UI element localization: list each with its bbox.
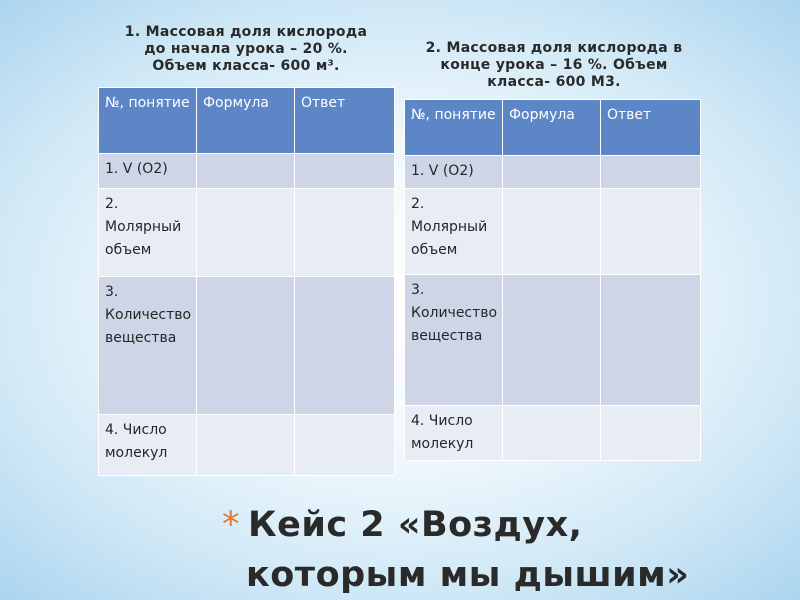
answer-cell[interactable] bbox=[295, 415, 395, 476]
answer-cell[interactable] bbox=[295, 277, 395, 415]
formula-cell[interactable] bbox=[503, 189, 601, 275]
table-row bbox=[405, 156, 701, 189]
answer-cell[interactable] bbox=[601, 275, 701, 406]
formula-cell[interactable] bbox=[197, 415, 295, 476]
row-concept: 4. Число молекул bbox=[405, 406, 503, 461]
table-row bbox=[99, 154, 395, 189]
row-concept: 1. V (O2) bbox=[99, 154, 197, 189]
task2-heading-line: 2. Массовая доля кислорода в bbox=[425, 40, 683, 56]
slide-title-line: Кейс 2 «Воздух, bbox=[248, 505, 583, 545]
table-row bbox=[405, 275, 701, 406]
row-concept: 1. V (O2) bbox=[405, 156, 503, 189]
answer-cell[interactable] bbox=[601, 156, 701, 189]
row-concept: 3. Количество вещества bbox=[99, 277, 197, 415]
task1-heading-line: Объем класса- 600 м³. bbox=[152, 58, 340, 74]
formula-cell[interactable] bbox=[503, 275, 601, 406]
table-header-row bbox=[99, 88, 395, 154]
table-header-row bbox=[405, 100, 701, 156]
formula-cell[interactable] bbox=[197, 154, 295, 189]
formula-cell[interactable] bbox=[503, 156, 601, 189]
table-row bbox=[99, 415, 395, 476]
table-row bbox=[405, 189, 701, 275]
row-concept: 2. Молярный объем bbox=[405, 189, 503, 275]
header-formula: Формула bbox=[197, 88, 295, 154]
formula-cell[interactable] bbox=[197, 277, 295, 415]
answer-cell[interactable] bbox=[295, 154, 395, 189]
task1-heading bbox=[96, 24, 396, 75]
slide-title-line: которым мы дышим» bbox=[246, 555, 690, 595]
task1-heading-line: 1. Массовая доля кислорода bbox=[124, 24, 368, 40]
header-concept: №, понятие bbox=[99, 88, 197, 154]
header-formula: Формула bbox=[503, 100, 601, 156]
task1-heading-line: до начала урока – 20 %. bbox=[144, 41, 348, 57]
formula-cell[interactable] bbox=[503, 406, 601, 461]
table-row bbox=[405, 406, 701, 461]
bullet-star-icon: * bbox=[222, 505, 240, 545]
task2-table bbox=[404, 99, 701, 461]
header-concept: №, понятие bbox=[405, 100, 503, 156]
header-answer: Ответ bbox=[601, 100, 701, 156]
task2-heading-line: конце урока – 16 %. Объем bbox=[440, 57, 668, 73]
table-row bbox=[99, 277, 395, 415]
formula-cell[interactable] bbox=[197, 189, 295, 277]
table-row bbox=[99, 189, 395, 277]
answer-cell[interactable] bbox=[601, 406, 701, 461]
row-concept: 4. Число молекул bbox=[99, 415, 197, 476]
task2-heading bbox=[404, 40, 704, 91]
row-concept: 3. Количество вещества bbox=[405, 275, 503, 406]
task2-heading-line: класса- 600 М3. bbox=[487, 74, 621, 90]
header-answer: Ответ bbox=[295, 88, 395, 154]
answer-cell[interactable] bbox=[601, 189, 701, 275]
row-concept: 2. Молярный объем bbox=[99, 189, 197, 277]
task1-table bbox=[98, 87, 395, 476]
answer-cell[interactable] bbox=[295, 189, 395, 277]
